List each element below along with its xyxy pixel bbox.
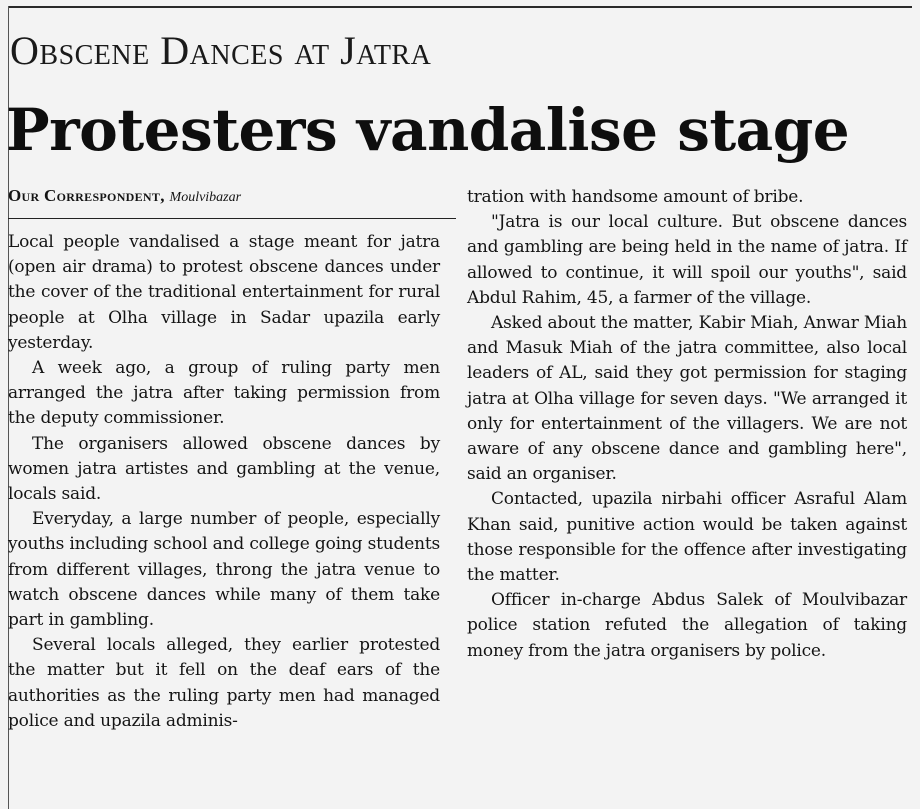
paragraph: Asked about the matter, Kabir Miah, Anwar Miah and Masuk Miah of the jatra committee, also local leaders of AL, said they got permission for staging jatra at Olha village for seven days. "We arranged it only for entertainment of the villagers. We are not aware of any obscene dance and gambling here", said an organiser. — [467, 313, 907, 485]
paragraph: Officer in-charge Abdus Salek of Moulvibazar police station refuted the allegation of taking money from the jatra organisers by police. — [467, 590, 907, 661]
top-rule — [8, 6, 912, 8]
paragraph: Several locals alleged, they earlier protested the matter but it fell on the deaf ears of the authorities as the ruling party men had managed police and upazila adminis- — [8, 635, 440, 731]
byline-name: Our Correspondent, — [8, 186, 165, 205]
paragraph: tration with handsome amount of bribe. — [467, 187, 804, 207]
paragraph: "Jatra is our local culture. But obscene dances and gambling are being held in the name of jatra. If allowed to continue, it will spoil our youths", said Abdul Rahim, 45, a farmer of the village. — [467, 212, 907, 308]
byline-place: Moulvibazar — [169, 190, 242, 205]
paragraph: Everyday, a large number of people, especially youths including school and college going students from different villages, throng the jatra venue to watch obscene dances while many of them take part in gambling. — [8, 509, 440, 631]
paragraph: Contacted, upazila nirbahi officer Asraful Alam Khan said, punitive action would be taken against those responsible for the offence after investigating the matter. — [467, 489, 907, 586]
right-column — [467, 185, 907, 664]
paragraph: The organisers allowed obscene dances by women jatra artistes and gambling at the venue, locals said. — [8, 433, 440, 505]
left-column — [8, 230, 440, 734]
paragraph: A week ago, a group of ruling party men arranged the jatra after taking permission from the deputy commissioner. — [8, 358, 440, 429]
kicker: Obscene Dances at Jatra — [10, 28, 432, 73]
headline: Protesters vandalise stage — [6, 96, 850, 164]
byline — [8, 186, 456, 219]
paragraph: Local people vandalised a stage meant for jatra (open air drama) to protest obscene dances under the cover of the traditional entertainment for rural people at Olha village in Sadar upazila early yesterday. — [8, 232, 440, 353]
